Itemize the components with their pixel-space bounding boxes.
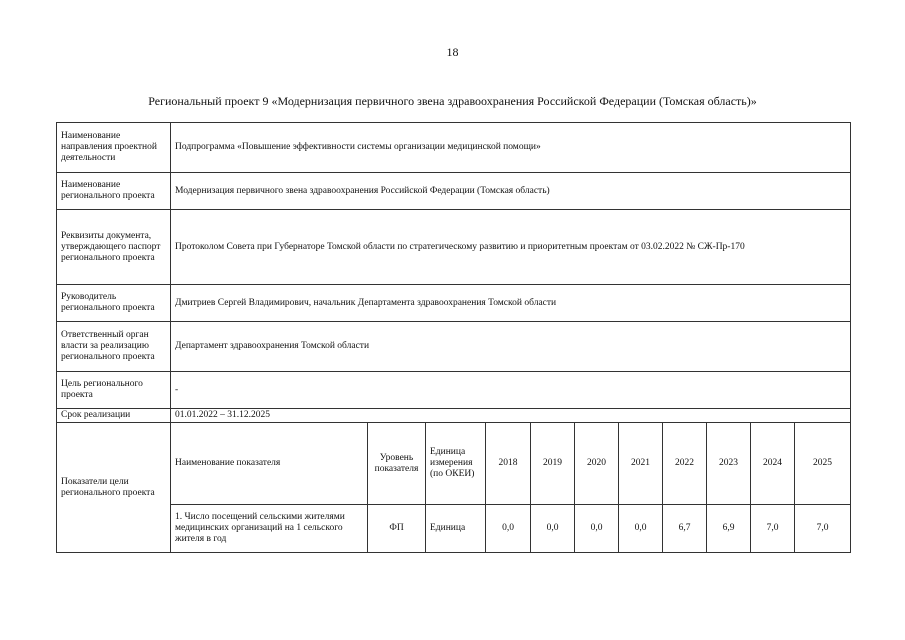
header-year: 2018 [486, 423, 531, 505]
indicator-value: 7,0 [795, 505, 851, 553]
header-year: 2025 [795, 423, 851, 505]
row-label-responsible: Ответственный орган власти за реализацию регионального проекта [57, 322, 171, 372]
row-goal [57, 372, 851, 409]
header-year: 2020 [575, 423, 619, 505]
indicator-row [57, 505, 851, 553]
row-value-leader: Дмитриев Сергей Владимирович, начальник Департамента здравоохранения Томской области [171, 285, 851, 322]
row-value-direction: Подпрограмма «Повышение эффективности системы организации медицинской помощи» [171, 123, 851, 173]
row-label-term: Срок реализации [57, 409, 171, 423]
row-value-requisites: Протоколом Совета при Губернаторе Томской области по стратегическому развитию и приоритетным проектам от 03.02.2022 № СЖ-Пр-170 [171, 210, 851, 285]
row-label-leader: Руководитель регионального проекта [57, 285, 171, 322]
indicator-value: 0,0 [486, 505, 531, 553]
row-label-goal: Цель регионального проекта [57, 372, 171, 409]
project-passport-table [56, 122, 851, 553]
row-value-goal: - [171, 372, 851, 409]
header-year: 2021 [619, 423, 663, 505]
indicator-value: 0,0 [575, 505, 619, 553]
indicator-value: 7,0 [751, 505, 795, 553]
indicators-header-row [57, 423, 851, 505]
row-label-project-name: Наименование регионального проекта [57, 173, 171, 210]
page-number: 18 [446, 45, 459, 59]
header-year: 2024 [751, 423, 795, 505]
row-value-project-name: Модернизация первичного звена здравоохранения Российской Федерации (Томская область) [171, 173, 851, 210]
row-value-term: 01.01.2022 – 31.12.2025 [171, 409, 851, 423]
indicator-unit: Единица [426, 505, 486, 553]
header-unit: Единица измерения (по ОКЕИ) [426, 423, 486, 505]
row-responsible [57, 322, 851, 372]
row-value-responsible: Департамент здравоохранения Томской области [171, 322, 851, 372]
row-label-direction: Наименование направления проектной деятельности [57, 123, 171, 173]
row-requisites [57, 210, 851, 285]
header-level: Уровень показателя [368, 423, 426, 505]
header-year: 2022 [663, 423, 707, 505]
indicator-value: 0,0 [619, 505, 663, 553]
indicators-label: Показатели цели регионального проекта [57, 423, 171, 553]
header-year: 2019 [531, 423, 575, 505]
indicator-level: ФП [368, 505, 426, 553]
row-leader [57, 285, 851, 322]
row-project-name [57, 173, 851, 210]
indicator-value: 6,9 [707, 505, 751, 553]
row-label-requisites: Реквизиты документа, утверждающего паспорт регионального проекта [57, 210, 171, 285]
indicator-name: 1. Число посещений сельскими жителями медицинских организаций на 1 сельского жителя в год [171, 505, 368, 553]
row-direction [57, 123, 851, 173]
header-year: 2023 [707, 423, 751, 505]
header-indicator-name: Наименование показателя [171, 423, 368, 505]
indicator-value: 6,7 [663, 505, 707, 553]
indicator-value: 0,0 [531, 505, 575, 553]
row-term [57, 409, 851, 423]
document-title: Региональный проект 9 «Модернизация первичного звена здравоохранения Российской Федерации (Томская область)» [148, 94, 757, 108]
